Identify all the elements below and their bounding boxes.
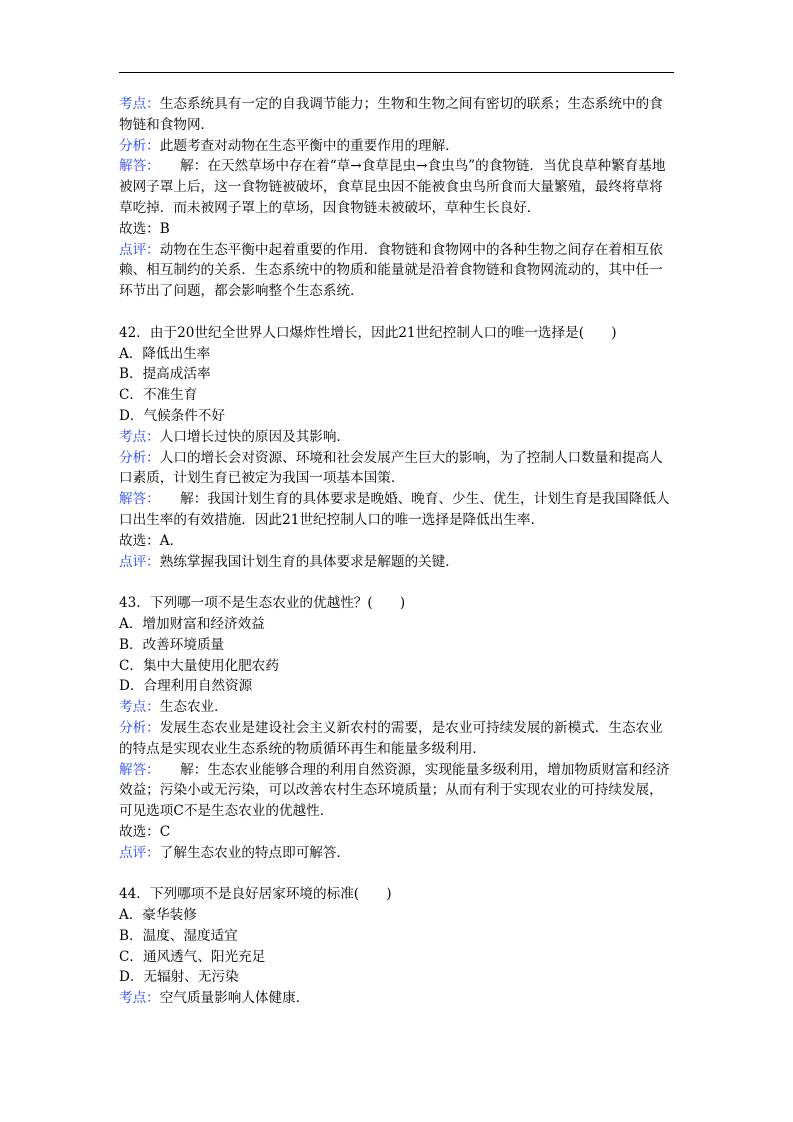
kaodian-label: 考点： xyxy=(119,428,160,445)
q41-jieda-line-2: 被网子罩上后，这一食物链被破坏，食草昆虫因不能被食虫鸟所食而大量繁殖，最终将草将 xyxy=(119,179,663,196)
kaodian-label: 考点： xyxy=(119,699,160,716)
fenxi-label: 分析： xyxy=(119,719,160,736)
kaodian-label: 考点： xyxy=(119,990,160,1007)
q43-option-d: D．合理利用自然资源 xyxy=(119,678,253,695)
dianping-label: 点评： xyxy=(119,553,160,570)
q43-option-b: B．改善环境质量 xyxy=(119,636,225,653)
q42-dianping-line-1: 点评：熟练掌握我国计划生育的具体要求是解题的关键． xyxy=(119,553,459,570)
q42-option-d: D．气候条件不好 xyxy=(119,407,226,424)
q43-block xyxy=(119,593,679,863)
q41-dianping-line-2: 赖、相互制约的关系．生态系统中的物质和能量就是沿着食物链和食物网流动的，其中任一 xyxy=(119,262,663,279)
q44-option-d: D．无辐射、无污染 xyxy=(119,969,239,986)
q44-block xyxy=(119,884,679,1009)
q42-fenxi-line-1: 分析：人口的增长会对资源、环境和社会发展产生巨大的影响，为了控制人口数量和提高人 xyxy=(119,449,663,466)
q42-option-b: B．提高成活率 xyxy=(119,366,211,383)
q43-option-c: C．集中大量使用化肥农药 xyxy=(119,657,279,674)
q41-jieda-line-3: 草吃掉．而未被网子罩上的草场，因食物链未被破坏，草种生长良好． xyxy=(119,199,541,216)
content-area xyxy=(119,94,679,1009)
dianping-label: 点评： xyxy=(119,241,160,258)
q43-dianping-line-1: 点评：了解生态农业的特点即可解答． xyxy=(119,844,351,861)
q43-answer: 故选：C xyxy=(119,823,171,840)
kaodian-label: 考点： xyxy=(119,96,160,112)
q41-dianping-line-1: 点评：动物在生态平衡中起着重要的作用．食物链和食物网中的各种生物之间存在着相互依 xyxy=(119,241,663,258)
q43-jieda-line-3: 可见选项C不是生态农业的优越性． xyxy=(119,803,334,820)
q42-block xyxy=(119,323,679,573)
q42-stem: 42．由于20世纪全世界人口爆炸性增长，因此21世纪控制人口的唯一选择是( ) xyxy=(119,324,617,341)
q43-jieda-line-2: 效益；污染小或无污染，可以改善农村生态环境质量；从而有利于实现农业的可持续发展， xyxy=(119,782,663,799)
q42-option-c: C．不准生育 xyxy=(119,387,198,404)
q41-block xyxy=(119,94,679,302)
q41-jieda-line-1: 解答： 解：在天然草场中存在着“草→食草昆虫→食虫鸟”的食物链．当优良草种繁育基地 xyxy=(119,158,666,175)
q43-option-a: A．增加财富和经济效益 xyxy=(119,615,265,632)
q41-fenxi-line-1: 分析：此题考查对动物在生态平衡中的重要作用的理解． xyxy=(119,137,459,154)
jieda-label: 解答： xyxy=(119,491,153,508)
spacer xyxy=(119,572,679,593)
header-rule xyxy=(119,72,674,73)
q44-option-b: B．温度、湿度适宜 xyxy=(119,927,238,944)
q41-dianping-line-3: 环节出了问题，都会影响整个生态系统． xyxy=(119,283,364,300)
q43-kaodian-line-1: 考点：生态农业． xyxy=(119,699,228,716)
dianping-label: 点评： xyxy=(119,844,160,861)
q44-option-a: A．豪华装修 xyxy=(119,907,197,924)
q43-fenxi-line-1: 分析：发展生态农业是建设社会主义新农村的需要，是农业可持续发展的新模式．生态农业 xyxy=(119,719,663,736)
q42-option-a: A．降低出生率 xyxy=(119,345,211,362)
fenxi-label: 分析： xyxy=(119,449,160,466)
q43-fenxi-line-2: 的特点是实现农业生态系统的物质循环再生和能量多级利用． xyxy=(119,740,487,757)
q43-stem: 43．下列哪一项不是生态农业的优越性？( ) xyxy=(119,595,406,612)
q41-kaodian-line-2: 物链和食物网． xyxy=(119,116,215,133)
q41-answer: 故选：B xyxy=(119,220,170,237)
q42-jieda-line-2: 口出生率的有效措施．因此21世纪控制人口的唯一选择是降低出生率． xyxy=(119,511,545,528)
jieda-label: 解答： xyxy=(119,158,153,175)
q44-option-c: C．通风透气、阳光充足 xyxy=(119,948,266,965)
spacer xyxy=(119,863,679,884)
q44-stem: 44．下列哪项不是良好居家环境的标准( ) xyxy=(119,886,392,903)
q42-jieda-line-1: 解答： 解：我国计划生育的具体要求是晚婚、晚育、少生、优生，计划生育是我国降低人 xyxy=(119,491,670,508)
fenxi-label: 分析： xyxy=(119,137,160,154)
q41-kaodian-line-1: 考点：生态系统具有一定的自我调节能力；生物和生物之间有密切的联系；生态系统中的食 xyxy=(119,96,663,112)
q42-kaodian-line-1: 考点：人口增长过快的原因及其影响． xyxy=(119,428,351,445)
jieda-label: 解答： xyxy=(119,761,153,778)
q42-fenxi-line-2: 口素质，计划生育已被定为我国一项基本国策． xyxy=(119,470,405,487)
q42-answer: 故选：A． xyxy=(119,532,184,549)
spacer xyxy=(119,302,679,323)
q44-kaodian-line-1: 考点：空气质量影响人体健康． xyxy=(119,990,310,1007)
q43-jieda-line-1: 解答： 解：生态农业能够合理的利用自然资源，实现能量多级利用，增加物质财富和经济 xyxy=(119,761,670,778)
